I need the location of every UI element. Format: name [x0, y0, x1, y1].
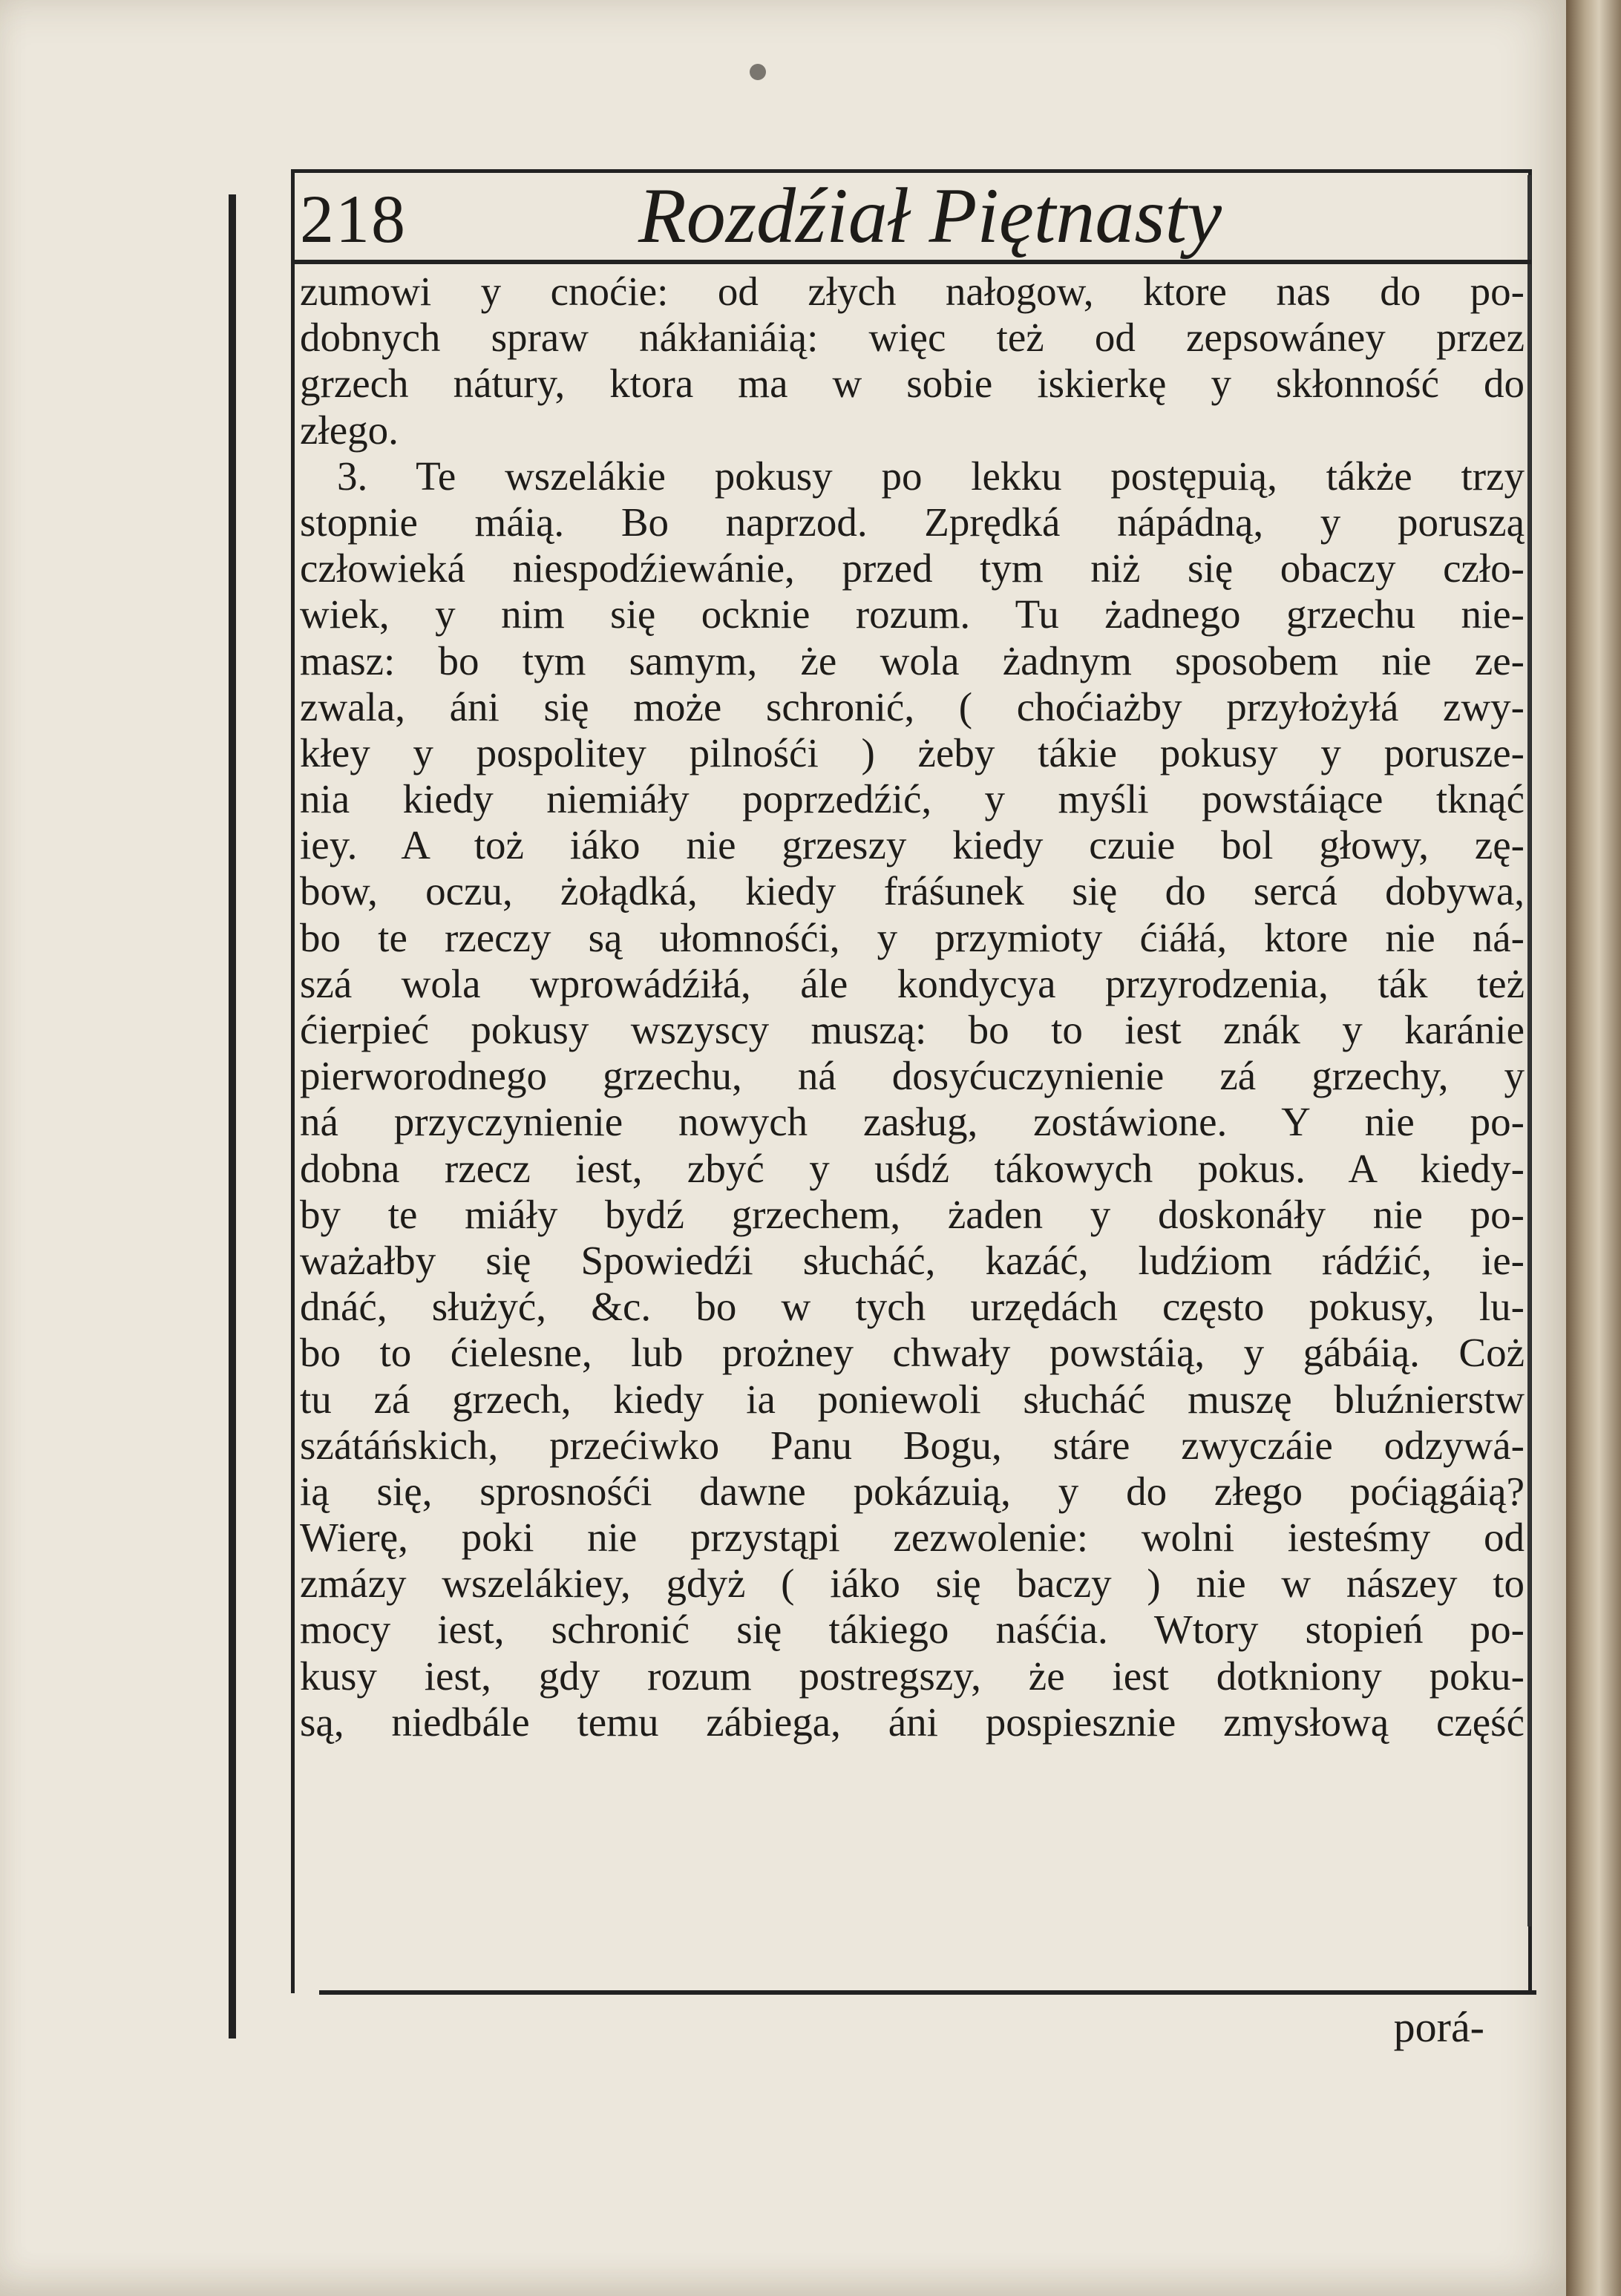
running-title: Rozdźiał Piętnasty: [638, 172, 1222, 259]
text-line: są, niedbále temu zábiega, áni pospiesznie zmysłową część: [300, 1699, 1525, 1745]
text-line: masz: bo tym samym, że wola żadnym sposobem nie ze-: [300, 637, 1525, 683]
text-line: wiek, y nim się ocknie rozum. Tu żadnego grzechu nie-: [300, 591, 1525, 637]
text-line: ná przyczynienie nowych zasług, zostáwione. Y nie po-: [300, 1099, 1525, 1145]
text-line: złego.: [300, 407, 399, 453]
text-line: iey. A toż iáko nie grzeszy kiedy czuie bol głowy, zę-: [300, 822, 1525, 868]
text-line: mocy iest, schronić się tákiego naśćia. Wtory stopień po-: [300, 1607, 1525, 1653]
text-line: ią się, sprosnośći dawne pokázuią, y do złego poćiągáią?: [300, 1468, 1525, 1514]
bottom-rule: [319, 1990, 1536, 1995]
catchword: porá-: [1393, 2003, 1484, 2051]
text-line: bo te rzeczy są ułomnośći, y przymioty ćiáłá, ktore nie ná-: [300, 914, 1525, 960]
text-line: ważałby się Spowiedźi słucháć, kazáć, ludźiom rádźić, ie-: [300, 1237, 1525, 1283]
text-line: kusy iest, gdy rozum postregszy, że iest dotkniony poku-: [300, 1653, 1525, 1699]
text-line: bo to ćielesne, lub prożney chwały powstáią, y gábáią. Coż: [300, 1330, 1525, 1376]
text-line: pierworodnego grzechu, ná dosyćuczynienie zá grzechy, y: [300, 1053, 1525, 1099]
right-frame-rule: [1527, 175, 1531, 1926]
text-line: dobnych spraw nákłaniáią: więc też od zepsowáney przez: [300, 315, 1525, 361]
text-line: by te miáły bydź grzechem, żaden y doskonáły nie po-: [300, 1191, 1525, 1237]
text-line: kłey y pospolitey pilnośći ) żeby tákie pokusy y porusze-: [300, 729, 1525, 775]
page-number: 218: [300, 181, 407, 257]
text-line: zmázy wszelákiey, gdyż ( iáko się baczy ) nie w nászey to: [300, 1561, 1525, 1607]
text-line: ćierpieć pokusy wszyscy muszą: bo to iest znák y karánie: [300, 1007, 1525, 1052]
text-line: dnáć, służyć, &c. bo w tych urzędách często pokusy, lu-: [300, 1284, 1525, 1330]
text-line: nia kiedy niemiáły poprzedźić, y myśli powstáiące tknąć: [300, 776, 1525, 822]
outer-margin-rule: [229, 194, 236, 2038]
text-line: szá wola wprowádźiłá, ále kondycya przyrodzenia, ták też: [300, 960, 1525, 1006]
text-line: 3. Te wszelákie pokusy po lekku postępuią, tákże trzy: [337, 453, 1525, 499]
text-line: tu zá grzech, kiedy ia poniewoli słucháć muszę bluźnierstw: [300, 1376, 1525, 1422]
text-line: Wierę, poki nie przystąpi zezwolenie: wolni iesteśmy od: [300, 1515, 1525, 1561]
text-line: bow, oczu, żołądká, kiedy fráśunek się do sercá dobywa,: [300, 868, 1525, 914]
text-line: zumowi y cnoćie: od złych nałogow, ktore nas do po-: [300, 269, 1525, 314]
text-line: szátáńskich, przećiwko Panu Bogu, stáre zwyczáie odzywá-: [300, 1422, 1525, 1468]
page-edge: [1566, 0, 1621, 2296]
text-line: zwala, áni się może schronić, ( choćiażby przyłożyłá zwy-: [300, 683, 1525, 729]
body-text: [300, 269, 1525, 1745]
text-line: stopnie máią. Bo naprzod. Zprędká nápádną, y poruszą: [300, 499, 1525, 545]
ink-spot: [750, 64, 766, 80]
text-line: człowieká niespodźiewánie, przed tym niż się obaczy czło-: [300, 545, 1525, 591]
text-line: grzech nátury, ktora ma w sobie iskierkę y skłonność do: [300, 361, 1525, 407]
text-line: dobna rzecz iest, zbyć y uśdź tákowych pokus. A kiedy-: [300, 1145, 1525, 1191]
